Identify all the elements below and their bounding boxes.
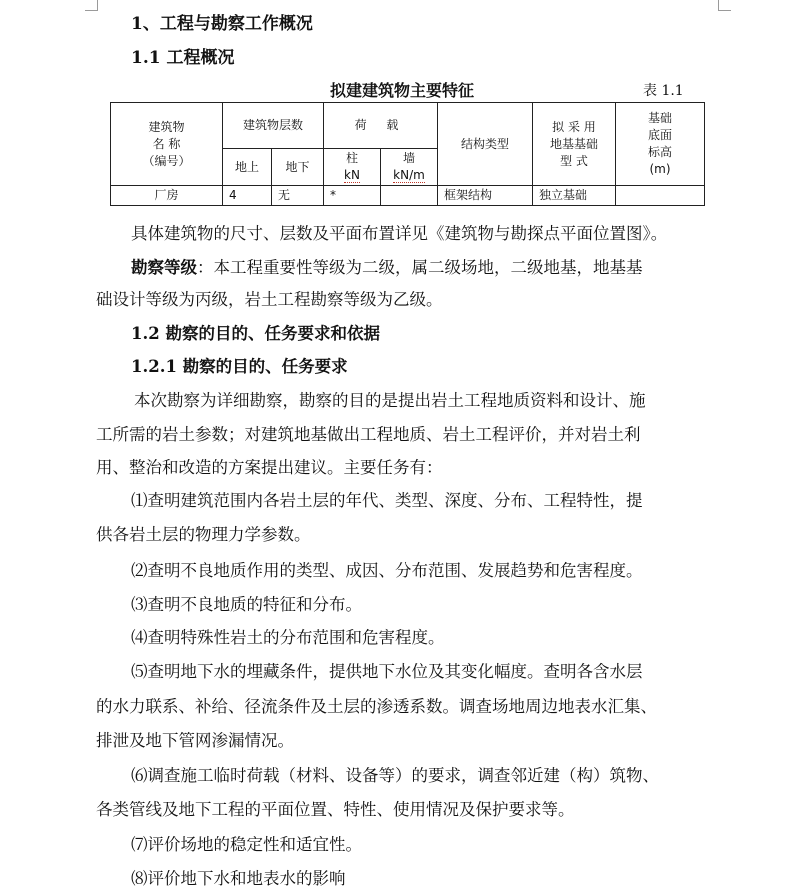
cell-foundation-type: 独立基础	[533, 186, 616, 206]
task-item-5-cont-2: 排泄及地下管网渗漏情况。	[96, 731, 294, 750]
task-item-8: ⑻评价地下水和地表水的影响	[131, 869, 346, 888]
section-heading-1-1: 1.1 工程概况	[131, 48, 235, 68]
task-item-2: ⑵查明不良地质作用的类型、成因、分布范围、发展趋势和危害程度。	[131, 561, 643, 580]
task-item-1: ⑴查明建筑范围内各岩土层的年代、类型、深度、分布、工程特性，提	[131, 491, 643, 510]
header-wall-load: 墙 kN/m	[381, 149, 438, 186]
header-column-load: 柱 kN	[324, 149, 381, 186]
cell-structure-type: 框架结构	[438, 186, 533, 206]
header-floors-below: 地下	[272, 149, 324, 186]
header-building-name: 建筑物 名 称 （编号）	[111, 103, 223, 186]
task-item-7: ⑺评价场地的稳定性和适宜性。	[131, 835, 362, 854]
header-floors-above: 地上	[223, 149, 272, 186]
task-item-5-cont-1: 的水力联系、补给、径流条件及土层的渗透系数。调查场地周边地表水汇集、	[96, 697, 657, 716]
table-number: 表 1.1	[643, 83, 684, 99]
intro-line-3: 用、整治和改造的方案提出建议。主要任务有：	[96, 458, 443, 477]
section-heading-1-2-1: 1.2.1 勘察的目的、任务要求	[131, 357, 348, 376]
cell-floors-below: 无	[272, 186, 324, 206]
cell-wall-load	[381, 186, 438, 206]
task-item-1-cont: 供各岩土层的物理力学参数。	[96, 525, 311, 544]
cell-floors-above: 4	[223, 186, 272, 206]
building-features-table	[110, 102, 705, 206]
paragraph-survey-grade-cont: 础设计等级为丙级，岩土工程勘察等级为乙级。	[96, 290, 443, 309]
header-foundation-type: 拟 采 用 地基基础 型 式	[533, 103, 616, 186]
intro-line-2: 工所需的岩土参数；对建筑地基做出工程地质、岩土工程评价，并对岩土利	[96, 425, 641, 444]
paragraph-detail-reference: 具体建筑物的尺寸、层数及平面布置详见《建筑物与勘探点平面位置图》。	[131, 224, 668, 243]
section-heading-1: 1、工程与勘察工作概况	[131, 14, 313, 34]
table-title: 拟建建筑物主要特征	[330, 81, 475, 100]
header-floors: 建筑物层数	[223, 103, 324, 149]
cell-column-load: *	[324, 186, 381, 206]
intro-line-1: 本次勘察为详细勘察，勘察的目的是提出岩土工程地质资料和设计、施	[134, 391, 646, 410]
task-item-5: ⑸查明地下水的埋藏条件，提供地下水位及其变化幅度。查明各含水层	[131, 662, 643, 681]
section-heading-1-2: 1.2 勘察的目的、任务要求和依据	[131, 324, 380, 343]
cell-building-name: 厂房	[111, 186, 223, 206]
paragraph-survey-grade: 勘察等级：本工程重要性等级为二级，属二级场地，二级地基，地基基	[131, 258, 643, 277]
task-item-6: ⑹调查施工临时荷载（材料、设备等）的要求，调查邻近建（构）筑物、	[131, 766, 659, 785]
page-corner-mark-right	[718, 0, 731, 11]
header-load: 荷 载	[324, 103, 438, 149]
task-item-3: ⑶查明不良地质的特征和分布。	[131, 595, 362, 614]
header-structure-type: 结构类型	[438, 103, 533, 186]
page-corner-mark-left	[85, 0, 98, 11]
survey-grade-label: 勘察等级	[131, 258, 197, 277]
header-base-elevation: 基础 底面 标高 (m)	[616, 103, 705, 186]
cell-base-elevation	[616, 186, 705, 206]
task-item-4: ⑷查明特殊性岩土的分布范围和危害程度。	[131, 628, 445, 647]
task-item-6-cont: 各类管线及地下工程的平面位置、特性、使用情况及保护要求等。	[96, 800, 575, 819]
